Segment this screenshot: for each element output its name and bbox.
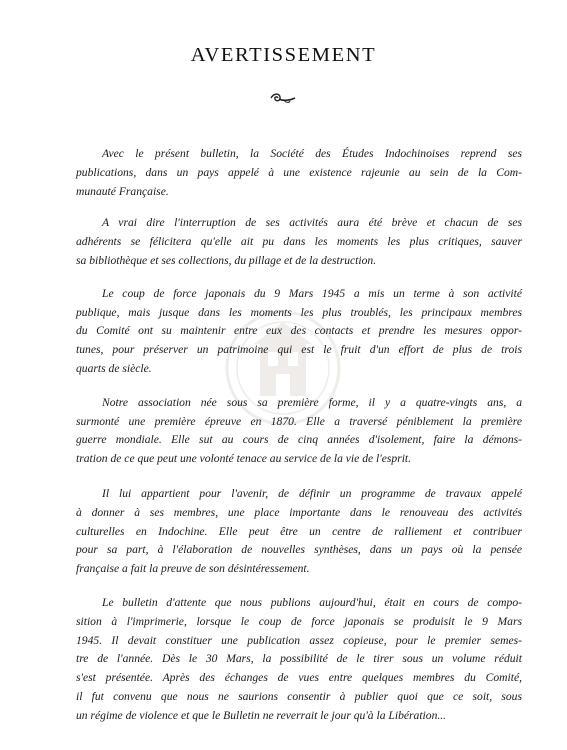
paragraph-line: il fut convenu que nous ne saurions consentir à publier quoi que ce soit, sous [76,689,522,703]
paragraph-line: publications, dans un pays appelé à une existence rajeunie au sein de la Com- [76,165,522,179]
paragraph-line: sition à l'imprimerie, lorsque le coup de force japonais se produisit le 9 Mars [76,614,522,628]
paragraph-line: A vrai dire l'interruption de ses activités aura été brève et chacun de ses [102,216,522,230]
paragraph-line: s'est présentée. Après des échanges de vues entre quelques membres du Comité, [76,671,522,685]
paragraph-line: un régime de violence et que le Bulletin ne reverrait le jour qu'à la Libération... [76,708,447,722]
paragraph-line: du Comité ont su maintenir entre eux des contacts et prendre les mesures oppor- [76,324,522,338]
paragraph-line: sa bibliothèque et ses collections, du pillage et de la destruction. [76,253,377,267]
paragraph-line: munauté Française. [76,184,169,198]
paragraph-line: Le bulletin d'attente que nous publions aujourd'hui, était en cours de compo- [102,595,522,609]
paragraph-line: guerre mondiale. Elle sut au cours de cinq années d'isolement, faire la démons- [76,433,522,447]
paragraph-2 [76,214,522,270]
document-body [76,145,522,741]
paragraph-line: tre de l'année. Dès le 30 Mars, la possibilité de le tirer sous un volume réduit [76,652,522,666]
paragraph-line: Avec le présent bulletin, la Société des Études Indochinoises reprend ses [102,147,522,160]
paragraph-line: à donner à ses membres, une place importante dans le renouveau des activités [76,505,522,519]
paragraph-6 [76,594,522,726]
fleuron-ornament-icon [268,92,298,106]
paragraph-1 [76,145,522,201]
paragraph-line: adhérents se félicitera qu'elle ait pu dans les moments les plus critiques, sauver [76,235,522,249]
paragraph-line: Notre association née sous sa première forme, il y a quatre-vingts ans, a [102,395,522,409]
paragraph-5 [76,485,522,579]
paragraph-line: française a fait la preuve de son désintéressement. [76,562,310,576]
page-title: AVERTISSEMENT [190,44,377,66]
paragraph-3 [76,285,522,379]
paragraph-line: tunes, pour préserver un patrimoine qui est le fruit d'un effort de plus de trois [76,343,522,357]
paragraph-line: tration de ce que peut une volonté tenace au service de la vie de l'esprit. [76,452,412,466]
paragraph-line: pour sa part, à l'élaboration de nouvelles synthèses, dans un pays où la pensée [76,543,522,557]
paragraph-4 [76,394,522,469]
paragraph-line: culturelles en Indochine. Elle peut être un centre de ralliement et contribuer [76,524,522,538]
paragraph-line: Il lui appartient pour l'avenir, de définir un programme de travaux appelé [102,486,522,500]
paragraph-line: Le coup de force japonais du 9 Mars 1945 a mis un terme à son activité [102,286,522,300]
paragraph-line: surmonté une première épreuve en 1870. Elle a traversé péniblement la première [76,414,522,428]
paragraph-line: 1945. Il devait constituer une publication assez copieuse, pour le premier semes- [76,633,522,647]
paragraph-line: quarts de siècle. [76,361,152,375]
paragraph-line: publique, mais jusque dans les moments les plus troublés, les principaux membres [76,305,522,319]
